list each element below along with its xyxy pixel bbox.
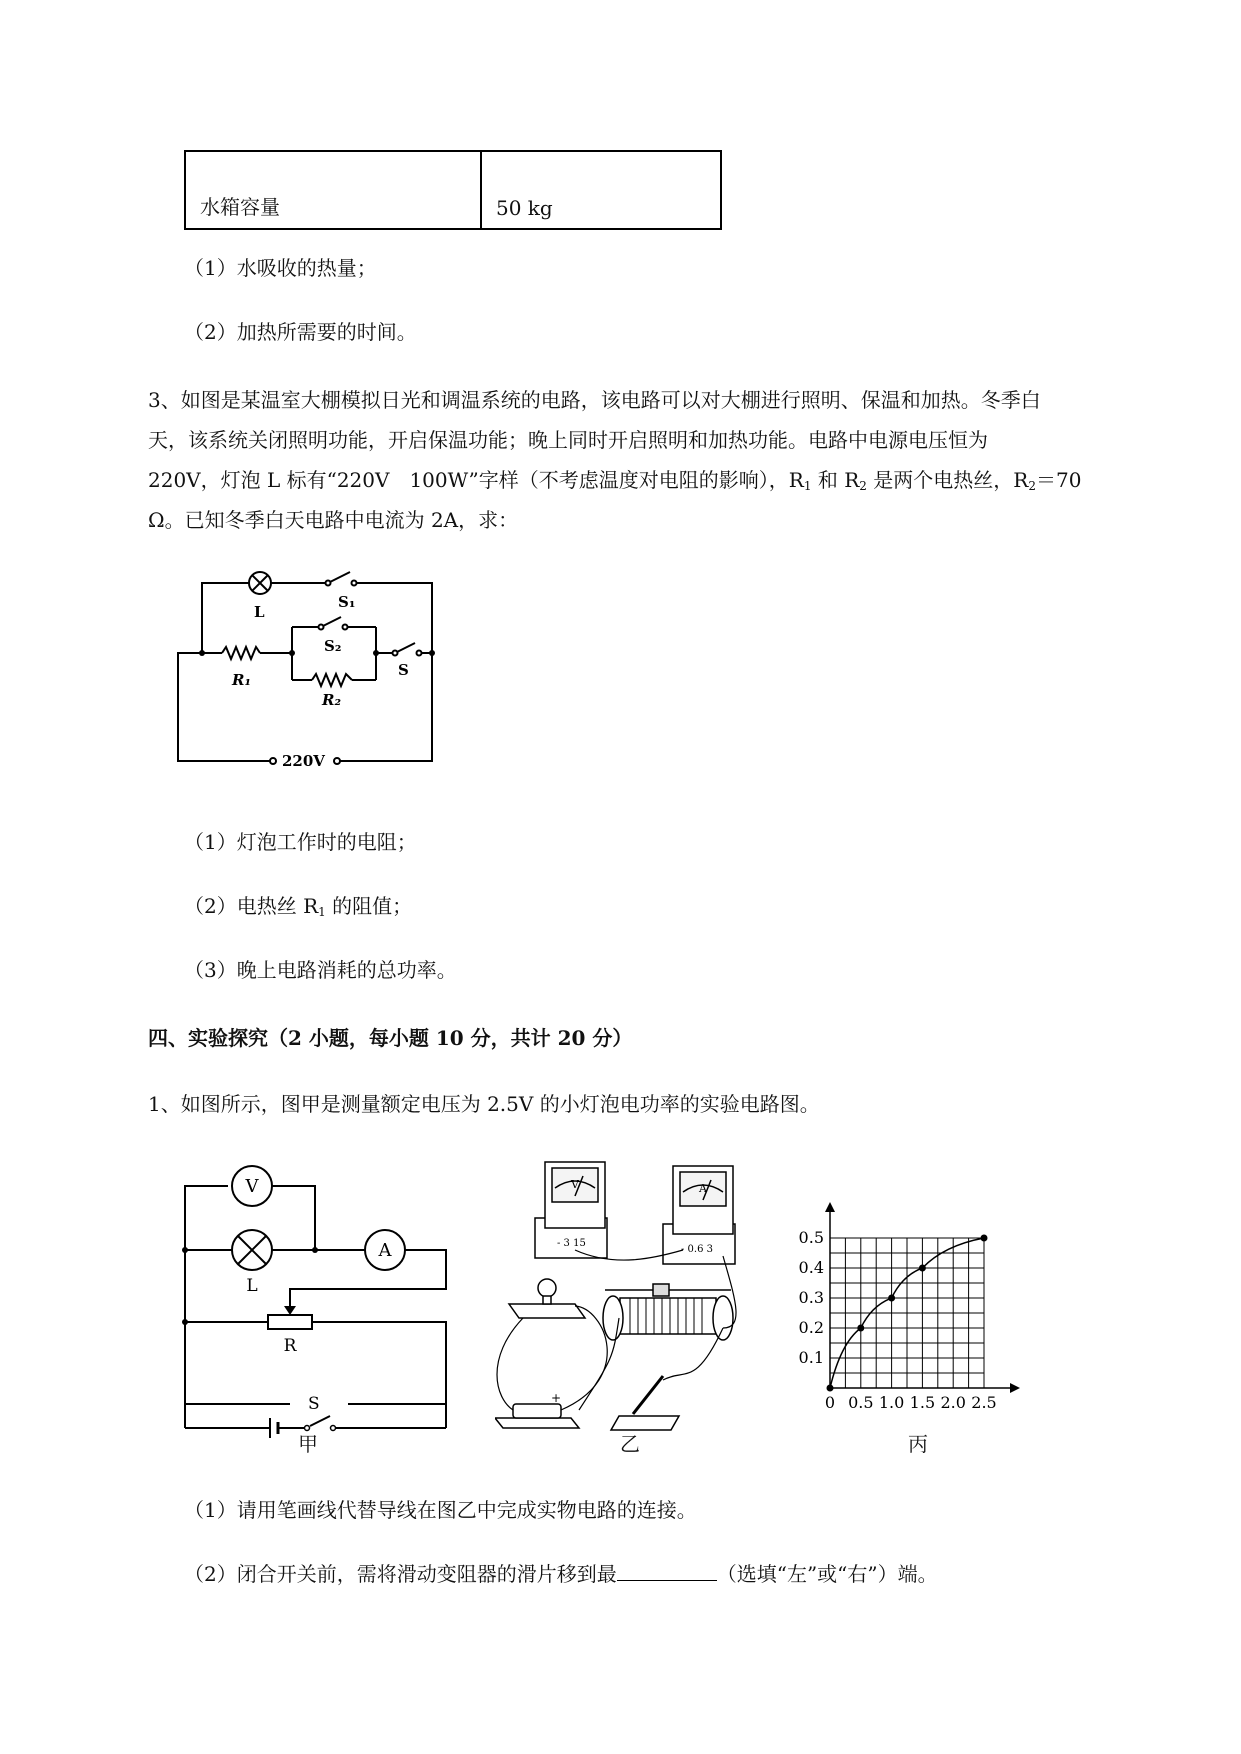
exp1-sub2: （2）闭合开关前，需将滑动变阻器的滑片移到最 （选填“左”或“右”）端。	[184, 1558, 938, 1590]
label-R2: R₂	[322, 691, 342, 709]
x-tick-label: 1.5	[909, 1393, 936, 1412]
exp1-sub1: （1）请用笔画线代替导线在图乙中完成实物电路的连接。	[184, 1498, 697, 1522]
answer-blank[interactable]	[617, 1558, 717, 1581]
fig-c-chart	[792, 1198, 1052, 1428]
fig-a-label-A: A	[378, 1240, 392, 1261]
q3-stem-line1: 3、如图是某温室大棚模拟日光和调温系统的电路，该电路可以对大棚进行照明、保温和加热。冬季白	[148, 388, 1041, 412]
data-point	[919, 1265, 926, 1272]
q3-sub1: （1）灯泡工作时的电阻；	[184, 830, 417, 854]
x-tick-label: 0.5	[848, 1393, 874, 1412]
y-tick-label: 0.1	[798, 1348, 824, 1367]
label-L: L	[254, 603, 265, 621]
y-tick-label: 0.2	[798, 1318, 824, 1337]
fig-c-caption: 丙	[908, 1432, 928, 1456]
y-tick-label: 0.5	[798, 1228, 824, 1247]
q3-circuit-diagram	[170, 565, 450, 780]
table-cell-label: 水箱容量	[185, 151, 481, 229]
fig-b-label-V: V	[571, 1178, 579, 1191]
x-tick-label: 2.5	[971, 1393, 997, 1412]
y-tick-label: 0.3	[798, 1288, 824, 1307]
exp1-stem: 1、如图所示，图甲是测量额定电压为 2.5V 的小灯泡电功率的实验电路图。	[148, 1092, 820, 1116]
fig-a-label-V: V	[245, 1176, 259, 1197]
fig-b-label-A: A	[699, 1182, 707, 1195]
chart-tick-labels	[799, 1228, 997, 1412]
x-axis-arrow	[1010, 1383, 1020, 1393]
q3-sub3: （3）晚上电路消耗的总功率。	[184, 958, 457, 982]
data-point	[827, 1385, 834, 1392]
q3-stem-line4: Ω。已知冬季白天电路中电流为 2A，求：	[148, 508, 519, 532]
fig-b-vm-scale: - 3 15	[557, 1238, 586, 1249]
data-point	[888, 1295, 895, 1302]
fig-b-apparatus	[495, 1158, 795, 1448]
fig-b-caption: 乙	[620, 1432, 640, 1456]
fig-b-am-scale: - 0.6 3	[681, 1244, 714, 1255]
y-axis-arrow	[825, 1202, 835, 1212]
fig-a-circuit	[170, 1158, 460, 1458]
fig-a-label-S: S	[308, 1394, 320, 1414]
q3-sub2: （2）电热丝 $R_1$ 的阻值；	[184, 894, 413, 919]
data-point	[857, 1325, 864, 1332]
spec-table	[184, 150, 722, 230]
label-S2: S₂	[324, 637, 342, 655]
label-S: S	[398, 661, 409, 679]
label-R1: R₁	[232, 671, 252, 689]
fig-a-label-R: R	[283, 1336, 297, 1356]
y-tick-label: 0.4	[798, 1258, 824, 1277]
q2-sub2: （2）加热所需要的时间。	[184, 320, 417, 344]
x-tick-label: 1.0	[878, 1393, 905, 1412]
q3-stem-line2: 天，该系统关闭照明功能，开启保温功能；晚上同时开启照明和加热功能。电路中电源电压恒为	[148, 428, 988, 452]
fig-b-plus: +	[551, 1391, 562, 1405]
table-cell-value: 50 kg	[481, 151, 721, 229]
label-S1: S₁	[338, 593, 356, 611]
table-row	[185, 151, 721, 229]
x-tick-label: 0	[824, 1393, 836, 1412]
x-tick-label: 2.0	[940, 1393, 966, 1412]
q2-sub1: （1）水吸收的热量；	[184, 256, 377, 280]
section-title: 四、实验探究（2 小题，每小题 10 分，共计 20 分）	[148, 1026, 633, 1050]
chart-grid	[830, 1238, 984, 1388]
label-220V: 220V	[282, 752, 325, 770]
data-point	[981, 1235, 988, 1242]
q3-stem-line3: 220V，灯泡 L 标有“220V 100W”字样（不考虑温度对电阻的影响），$R_1$ 和 $R_2$ 是两个电热丝，$R_2=70$	[148, 468, 1082, 493]
fig-a-caption: 甲	[298, 1432, 318, 1456]
fig-a-label-L: L	[246, 1276, 258, 1296]
